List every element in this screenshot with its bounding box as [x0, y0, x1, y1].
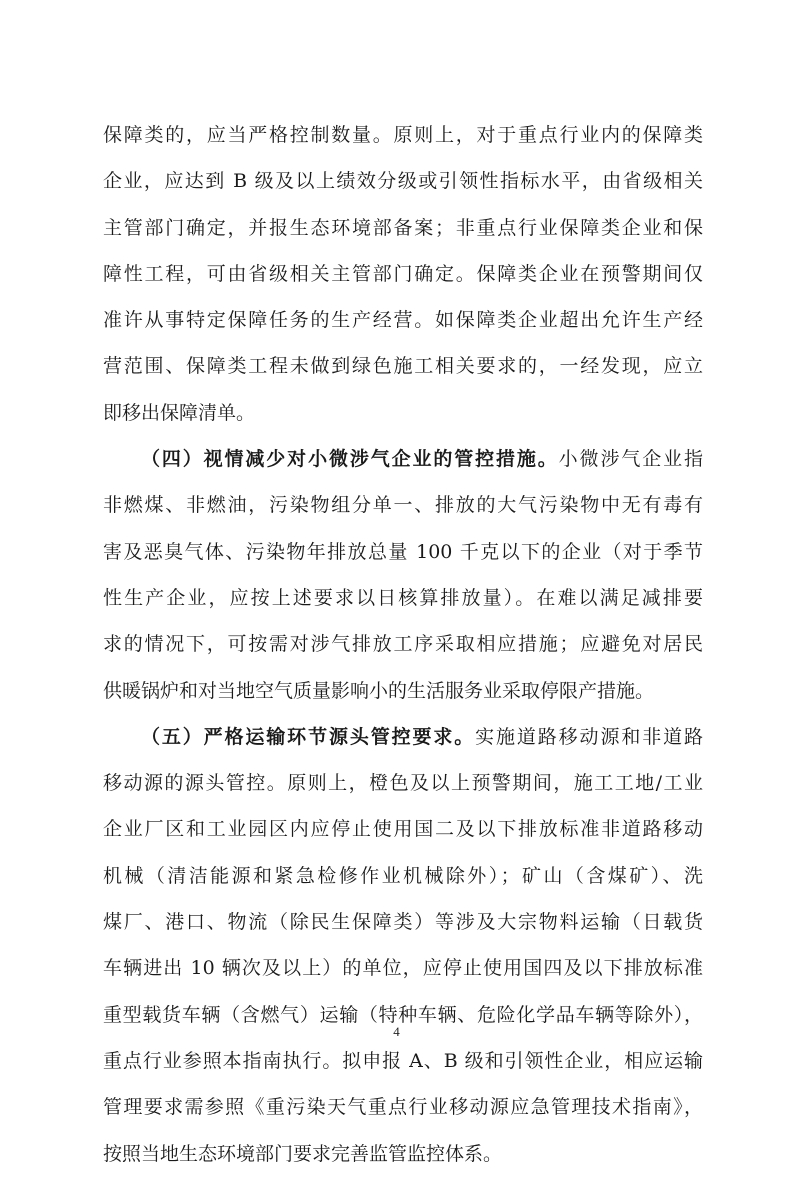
paragraph-line: 营范围、保障类工程未做到绿色施工相关要求的，一经发现，应立	[103, 355, 703, 378]
page-number: 4	[393, 1024, 400, 1039]
paragraph-text: 小微涉气企业指	[558, 448, 703, 471]
section-heading: （五）严格运输环节源头管控要求。	[141, 725, 476, 748]
paragraph-line: 性生产企业，应按上述要求以日核算排放量）。在难以满足减排要	[103, 586, 703, 609]
paragraph-line: 企业厂区和工业园区内应停止使用国二及以下排放标准非道路移动	[103, 818, 703, 841]
paragraph-line: 即移出保障清单。	[103, 401, 256, 424]
section-heading-line	[103, 436, 703, 482]
paragraph-line: 机械（清洁能源和紧急检修作业机械除外）；矿山（含煤矿）、洗	[103, 864, 703, 887]
paragraph-line: 移动源的源头管控。原则上，橙色及以上预警期间，施工工地/工业	[103, 772, 703, 795]
paragraph-line: 重型载货车辆（含燃气）运输（特种车辆、危险化学品车辆等除外），	[103, 1003, 703, 1026]
paragraph-line: 重点行业参照本指南执行。拟申报 A、B 级和引领性企业，相应运输	[103, 1049, 703, 1072]
body-text	[103, 112, 703, 1177]
paragraph-line: 主管部门确定，并报生态环境部备案；非重点行业保障类企业和保	[103, 216, 703, 239]
paragraph-line: 按照当地生态环境部门要求完善监管监控体系。	[103, 1142, 503, 1165]
paragraph-line: 管理要求需参照《重污染天气重点行业移动源应急管理技术指南》，	[103, 1096, 703, 1119]
paragraph-line: 非燃煤、非燃油，污染物组分单一、排放的大气污染物中无有毒有	[103, 494, 703, 517]
paragraph-line: 准许从事特定保障任务的生产经营。如保障类企业超出允许生产经	[103, 309, 703, 332]
paragraph-line: 求的情况下，可按需对涉气排放工序采取相应措施；应避免对居民	[103, 633, 703, 656]
paragraph-text: 实施道路移动源和非道路	[475, 725, 703, 748]
paragraph-line: 害及恶臭气体、污染物年排放总量 100 千克以下的企业（对于季节	[103, 540, 703, 563]
paragraph-line: 企业，应达到 B 级及以上绩效分级或引领性指标水平，由省级相关	[103, 170, 703, 193]
section-heading: （四）视情减少对小微涉气企业的管控措施。	[141, 448, 559, 471]
paragraph-line: 车辆进出 10 辆次及以上）的单位，应停止使用国四及以下排放标准	[103, 957, 703, 980]
paragraph-line: 供暖锅炉和对当地空气质量影响小的生活服务业采取停限产措施。	[103, 679, 655, 702]
section-heading-line	[103, 714, 703, 760]
paragraph-line: 煤厂、港口、物流（除民生保障类）等涉及大宗物料运输（日载货	[103, 911, 703, 934]
paragraph-line: 障性工程，可由省级相关主管部门确定。保障类企业在预警期间仅	[103, 262, 703, 285]
paragraph-line: 保障类的，应当严格控制数量。原则上，对于重点行业内的保障类	[103, 124, 703, 146]
